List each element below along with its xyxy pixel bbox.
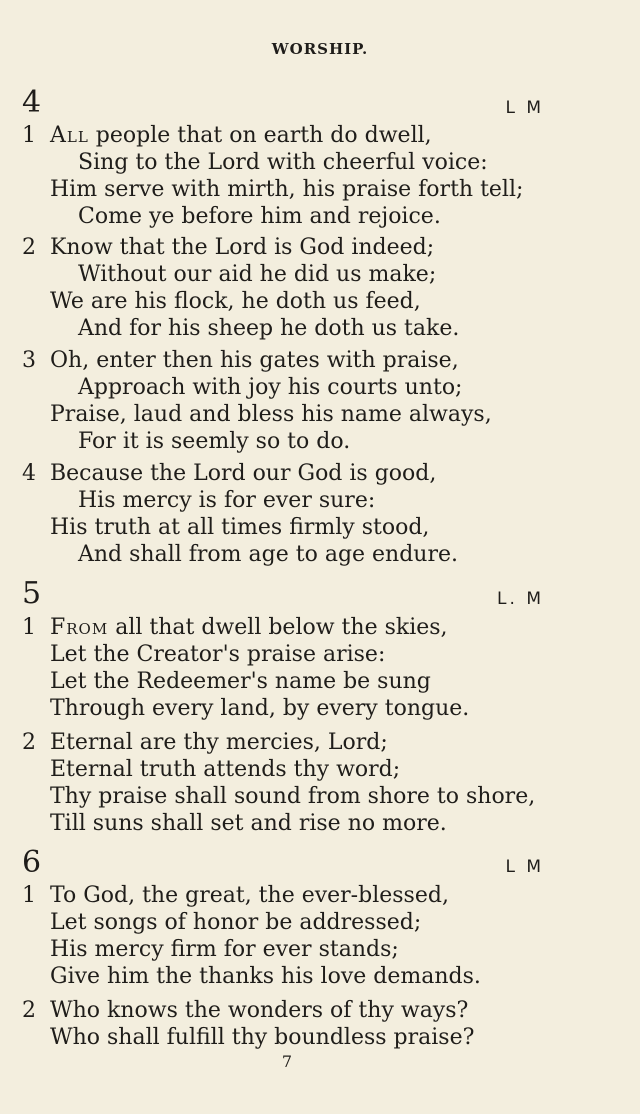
verse-line: Let songs of honor be addressed; — [50, 910, 422, 935]
hymn-meter: L M — [505, 98, 544, 118]
verse-line: And for his sheep he doth us take. — [78, 316, 460, 341]
verse-line: We are his flock, he doth us feed, — [50, 289, 421, 314]
verse-line: And shall from age to age endure. — [78, 542, 459, 567]
verse-line-rest: people that on earth do dwell, — [88, 123, 432, 148]
verse-line: Who knows the wonders of thy ways? — [50, 998, 469, 1023]
verse-line: Eternal truth attends thy word; — [50, 757, 401, 782]
hymn-number: 4 — [22, 85, 42, 120]
verse-line: Thy praise shall sound from shore to shore, — [50, 784, 536, 809]
verse-line: Eternal are thy mercies, Lord; — [50, 730, 388, 755]
verse-line: Approach with joy his courts unto; — [78, 375, 463, 400]
verse-number: 1 — [22, 615, 36, 640]
verse-line — [50, 614, 448, 641]
verse-number: 2 — [22, 235, 36, 260]
verse-line: Because the Lord our God is good, — [50, 461, 437, 486]
verse-line: Sing to the Lord with cheerful voice: — [78, 150, 488, 175]
verse-line-rest: all that dwell below the skies, — [108, 615, 448, 640]
verse-line — [50, 122, 432, 149]
verse-line: Let the Creator's praise arise: — [50, 642, 386, 667]
hymn-meter: L. M — [497, 589, 544, 609]
verse-line: His truth at all times firmly stood, — [50, 515, 430, 540]
verse-number: 2 — [22, 998, 36, 1023]
hymn-number: 6 — [22, 845, 42, 880]
verse-line: Praise, laud and bless his name always, — [50, 402, 492, 427]
hymn-number: 5 — [22, 576, 42, 611]
verse-line: Him serve with mirth, his praise forth tell; — [50, 177, 524, 202]
verse-line: Who shall fulfill thy boundless praise? — [50, 1025, 475, 1050]
verse-line: Till suns shall set and rise no more. — [50, 811, 447, 836]
verse-line: Through every land, by every tongue. — [50, 696, 470, 721]
verse-line: Without our aid he did us make; — [78, 262, 437, 287]
verse-number: 4 — [22, 461, 36, 486]
verse-line: His mercy is for ever sure: — [78, 488, 376, 513]
verse-number: 2 — [22, 730, 36, 755]
verse-first-word: All — [50, 123, 89, 148]
verse-number: 1 — [22, 123, 36, 148]
verse-line: Let the Redeemer's name be sung — [50, 669, 431, 694]
verse-line: Come ye before him and rejoice. — [78, 204, 441, 229]
verse-line: To God, the great, the ever-blessed, — [50, 883, 449, 908]
verse-line: For it is seemly so to do. — [78, 429, 351, 454]
page-number: 7 — [281, 1052, 293, 1071]
verse-line: His mercy firm for ever stands; — [50, 937, 399, 962]
verse-line: Oh, enter then his gates with praise, — [50, 348, 459, 373]
verse-line: Give him the thanks his love demands. — [50, 964, 481, 989]
hymn-meter: L M — [505, 857, 544, 877]
page-header: WORSHIP. — [271, 40, 369, 58]
verse-first-word: From — [50, 615, 109, 640]
verse-line: Know that the Lord is God indeed; — [50, 235, 435, 260]
verse-number: 3 — [22, 348, 36, 373]
verse-number: 1 — [22, 883, 36, 908]
